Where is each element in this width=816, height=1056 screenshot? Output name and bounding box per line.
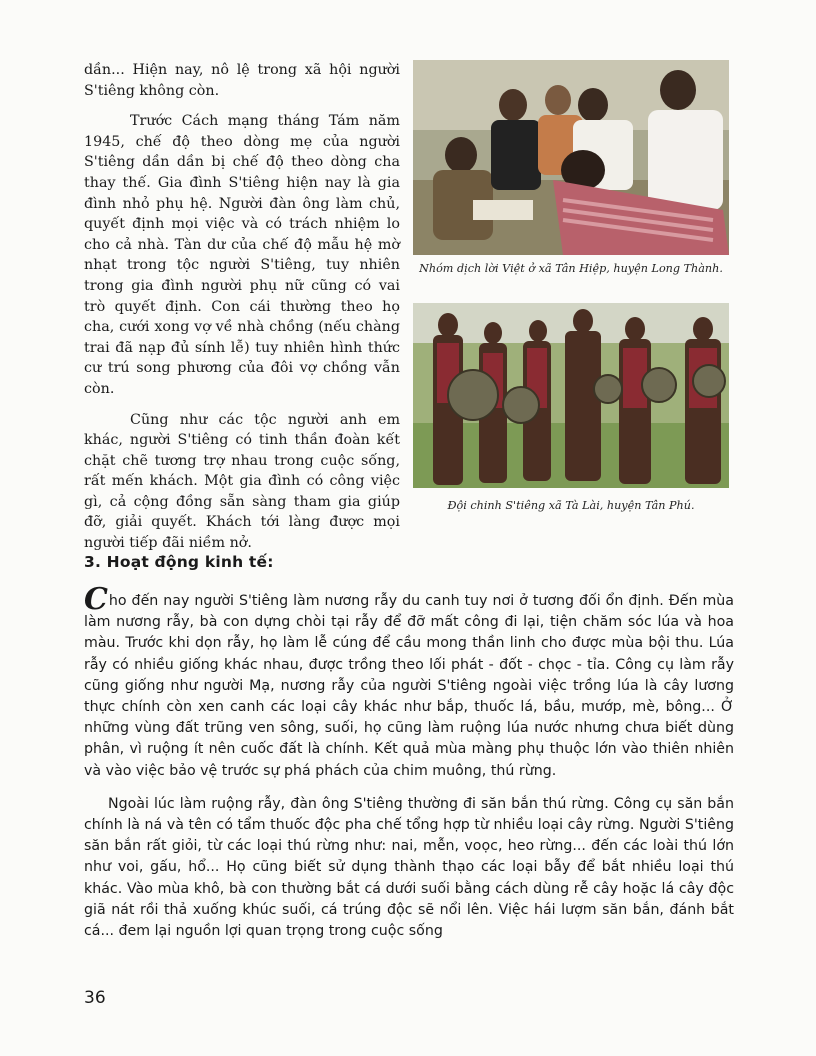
- paragraph-nobility: dần... Hiện nay, nô lệ trong xã hội người S'tiêng không còn.: [84, 62, 400, 99]
- section-heading: 3. Hoạt động kinh tế:: [84, 553, 274, 571]
- paragraph-family-system: Trước Cách mạng tháng Tám năm 1945, chế độ theo dòng mẹ của người S'tiêng dần dần bị chế độ theo dòng cha thay thế. Gia đình S'tiêng hiện nay là gia đình nhỏ phụ hệ. Người đàn ông làm chủ, quyết định mọi việc và có trách nhiệm lo cho cả nhà. Tàn dư của chế độ mẫu hệ mờ nhạt trong tộc người S'tiêng, tuy nhiên trong gia đình người phụ nữ cũng có vai trò quyết định. Con cái thường theo họ cha, cưới xong vợ về nhà chồng (nếu chàng trai đã nạp đủ sính lễ) tuy nhiên hình thức cư trú song phương của đôi vợ chồng vẫn còn.: [84, 113, 400, 397]
- paragraph-farming-text: ho đến nay người S'tiêng làm nương rẫy du canh tuy nơi ở tương đối ổn định. Đến mùa làm nương rẫy, bà con dựng chòi tại rẫy để đỡ mất công đi lại, tiện chăm sóc lúa và hoa màu. Trước khi dọn rẫy, họ làm lễ cúng để cầu mong thần linh cho được mùa bội thu. Lúa rẫy có nhiều giống khác nhau, được trồng theo lối phát - đốt - chọc - tỉa. Công cụ làm rẫy cũng giống như người Mạ, nương rẫy của người S'tiêng ngoài việc trồng lúa là cây lương thực chính còn xen canh các loại cây khác như bắp, thuốc lá, bầu, mướp, mè, bông... Ở những vùng đất trũng ven sông, suối, họ cũng làm ruộng lúa nước nhưng chưa biết dùng phân, vì ruộng ít nên cuốc đất là chính. Kết quả mùa màng phụ thuộc lớn vào thiên nhiên và vào việc bảo vệ trước sự phá phách của chim muông, thú rừng.: [84, 593, 734, 779]
- paragraph-farming: [84, 582, 734, 782]
- paragraph-hunting: Ngoài lúc làm ruộng rẫy, đàn ông S'tiêng thường đi săn bắn thú rừng. Công cụ săn bắn chính là ná và tên có tẩm thuốc độc pha chế tổng hợp từ nhiều loại cây rừng. Người S'tiêng săn bắn rất giỏi, từ các loại thú rừng như: nai, mễn, voọc, heo rừng... đến các loài thú lớn như voi, gấu, hổ... Họ cũng biết sử dụng thành thạo các loại bẫy để bắt nhiều loại thú khác. Vào mùa khô, bà con thường bắt cá dưới suối bằng cách dùng rễ cây hoặc lá cây độc giã nát rồi thả xuống khúc suối, cá trúng độc sẽ nổi lên. Việc hái lượm săn bắn, đánh bắt cá... đem lại nguồn lợi quan trọng trong cuộc sống: [84, 795, 734, 940]
- page-number: 36: [84, 988, 106, 1008]
- paragraph-solidarity: Cũng như các tộc người anh em khác, người S'tiêng có tinh thần đoàn kết chặt chẽ tương trợ nhau trong cuộc sống, rất mến khách. Một gia đình có công việc gì, cả cộng đồng sẵn sàng tham gia giúp đỡ, giải quyết. Khách tới làng được mọi người tiếp đãi niềm nở.: [84, 411, 400, 552]
- economy-text: [84, 582, 734, 942]
- photo-gong-team: [413, 303, 729, 488]
- photo-translation-group: [413, 60, 729, 255]
- left-text-column: [84, 60, 400, 554]
- photo-caption-gong-team: Đội chinh S'tiêng xã Tà Lài, huyện Tân Phú.: [447, 499, 695, 512]
- photo-caption-translation: Nhóm dịch lời Việt ở xã Tân Hiệp, huyện Long Thành.: [419, 262, 723, 275]
- drop-cap: C: [84, 582, 108, 617]
